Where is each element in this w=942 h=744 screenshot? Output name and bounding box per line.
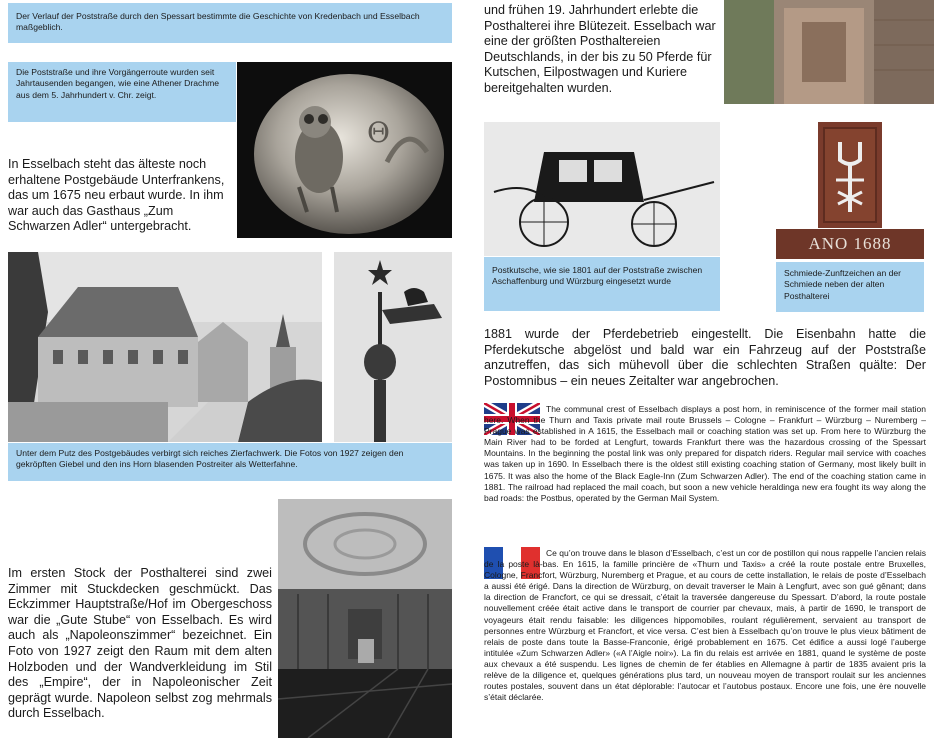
stone-gate-photo <box>724 0 934 104</box>
paragraph-postgebaeude: In Esselbach steht das älteste noch erhaltene Postgebäude Unterfrankens, das um 1675 neu erbaut wurde. In ihm war auch das Gasthaus „Zum Schwarzen Adler“ untergebracht. <box>8 157 225 234</box>
guild-sign-stone <box>818 122 882 228</box>
stone-inscription: ANO 1688 <box>776 229 924 259</box>
paragraph-posthalterei: und frühen 19. Jahrhundert erlebte die Posthalterei ihre Blütezeit. Esselbach war eine der größten Posthaltereien Deutschlands, in der bis zu 50 Pferde für Kutschen, Eilpostwagen und Kuriere bereitgehalten wurden. <box>484 3 716 95</box>
svg-text:Θ: Θ <box>367 116 390 149</box>
caption-coin: Die Poststraße und ihre Vorgängerroute wurden seit Jahrtausenden begangen, wie eine Athener Drachme aus dem 5. Jahrhundert v. Chr. zeigt. <box>8 62 236 122</box>
caption-route: Der Verlauf der Poststraße durch den Spessart bestimmte die Geschichte von Kredenbach und Esselbach maßgeblich. <box>8 3 452 43</box>
caption-zunftzeichen: Schmiede-Zunftzeichen an der Schmiede neben der alten Posthalterei <box>776 262 924 312</box>
postkutsche-drawing <box>484 122 720 256</box>
french-summary: Ce qu’on trouve dans le blason d’Esselbach, c’est un cor de postillon qui nous rappelle l’ancien relais de la poste là-bas. En 1615, la famille princière de «Thurn und Taxis» a créé la route postale entre Bruxelles, Cologne, Francfort, Würzburg, Nuremberg et Prague, et au cours de cette installation, le relais de poste d’Esselbach a aussi été érigé. Dans la direction de Würzburg, on devait traverser le Main à Lengfurt, avec son gué gênant; dans la direction de Francfort, ce qui se dressait, c’était la traversée dangereuse du Spessart. D’abord, la route postale nouvellement créée était active dans le transport de courrier par chevaux, mais, à partir de 1690, le transport de voyageurs était rendu faisable: les diligences hippomobiles, roulant régulièrement, servaient au transport de personnes entre Würzburg et Francfort, et vice versa. C’est bien à Esselbach qu’on trouve le plus vieux bâtiment de relais de poste dans toute la Basse-Franconie, érigé probablement en 1675. Cet édifice a aussi logé l’auberge intitulée «Zum Schwarzen Adler» («A l’Aigle noir»). La fin du relais est arrivée en 1881, quand le système de poste aux chevaux a été suspendu. Les lignes de chemin de fer établies en Allemagne à partir de 1835 avaient pris la relève de la diligence et, quelques générations plus tard, un nouveau moyen de transport roulait sur les anciennes routes postales, souvent dans un état déplorable: l’autocar et l’autobus postaux. Encore une fois, une ère nouvelle s’était déclarée. <box>484 548 926 703</box>
paragraph-postomnibus: 1881 wurde der Pferdebetrieb eingestellt. Die Eisenbahn hatte die Pferdekutsche abgelöst und bald war ein Fahrzeug auf der Poststraße anzutreffen, das sich mühevoll über die schlechten Straßen quälte: Der Postomnibus – ein neues Zeitalter war angebrochen. <box>484 327 926 388</box>
weathervane-photo <box>334 252 452 442</box>
post-building-photo <box>8 252 322 442</box>
paragraph-napoleonszimmer: Im ersten Stock der Posthalterei sind zwei Zimmer mit Stuckdecken geschmückt. Das Eckzimmer Hauptstraße/Hof im Obergeschoss war die „Gute Stube“ von Esselbach. Es wird auch als „Napoleonszimmer“ bezeichnet. Ein Foto von 1927 zeigt den Raum mit dem alten Holzboden und der Wandverkleidung im Stil des „Empire“, der in Napoleonischer Zeit geprägt wurde. Napoleon selbst zog mehrmals durch Esselbach. <box>8 566 272 721</box>
caption-postkutsche: Postkutsche, wie sie 1801 auf der Poststraße zwischen Aschaffenburg und Würzburg eingesetzt wurde <box>484 257 720 311</box>
caption-building-photos: Unter dem Putz des Postgebäudes verbirgt sich reiches Zierfachwerk. Die Fotos von 1927 zeigen den gekröpften Giebel und den ins Horn blasenden Postreiter als Wetterfahne. <box>8 443 452 481</box>
english-summary: The communal crest of Esselbach displays a post horn, in reminiscence of the former mail station here. When the Thurn and Taxis private mail route Brussels – Cologne – Frankfurt – Würzburg – Nuremberg – Prague was established in A 1615, the Esselbach mail or coaching station was set up. From here to Würzburg the Main River had to be forded at Lengfurt, towards Frankfurt there was the hazardous crossing of the Spessart Mountains. In the beginning the postal link was only prepared for dispatch riders. Regular mail service with coaches was taken up in 1690. In Esselbach there is the oldest still existing coaching station of Germany, most likely built in 1675. It was also the home of the Black Eagle-Inn (Zum Schwarzen Adler). The end of the coaching station came in 1881. The railroad had replaced the mail coach, but soon a new vehicle heraldinga new era fought its way along the bad roads: the Postbus, operated by the German Mail System. <box>484 404 926 503</box>
drachma-coin-photo <box>237 62 452 238</box>
stucco-room-photo <box>278 499 452 738</box>
